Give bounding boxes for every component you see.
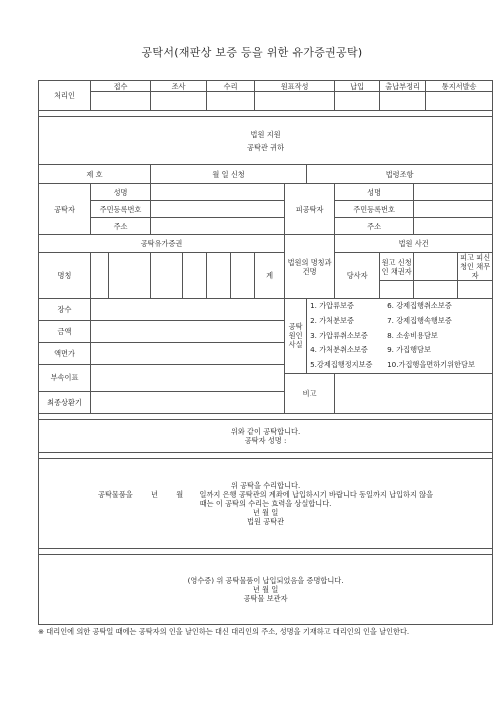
acceptance-line2-month[interactable]: 월 — [176, 489, 184, 499]
processing-cell[interactable] — [335, 92, 380, 111]
parties-label: 당사자 — [335, 253, 380, 299]
coupon-label: 부속이표 — [39, 365, 91, 392]
depositor-id-field[interactable] — [151, 201, 285, 218]
coupon-field[interactable] — [91, 365, 285, 392]
redemption-label: 최종상환기 — [39, 391, 91, 413]
securities-total-label: 계 — [255, 253, 285, 299]
plaintiff-field[interactable] — [380, 281, 414, 299]
addressee-line1: 법원 지원 — [250, 129, 281, 139]
depositor-name-label: 성명 — [91, 184, 151, 201]
redemption-field[interactable] — [91, 391, 285, 413]
depositor-address-field[interactable] — [151, 218, 285, 235]
processing-cell[interactable] — [255, 92, 335, 111]
count-field[interactable] — [91, 299, 285, 321]
cause-option[interactable]: 1. 가압류보증 — [310, 301, 354, 310]
processing-step: 원표작성 — [255, 81, 335, 92]
remarks-label: 비고 — [285, 373, 335, 413]
receipt-block — [39, 554, 493, 624]
depositor-label: 공탁자 — [39, 184, 91, 235]
deposit-form — [38, 80, 493, 625]
cause-option[interactable]: 6. 강제집행취소보증 — [387, 301, 452, 310]
cause-option[interactable]: 4. 가처분취소보증 — [310, 345, 368, 355]
securities-header: 공탁유가증권 — [39, 235, 285, 253]
processing-cell[interactable] — [151, 92, 207, 111]
statute-clause[interactable]: 법령조항 — [307, 165, 493, 184]
beneficiary-name-field[interactable] — [414, 184, 493, 201]
amount-label: 금액 — [39, 321, 91, 343]
beneficiary-id-field[interactable] — [414, 201, 493, 218]
acceptance-line2-lead: 공탁물품을 — [98, 489, 133, 499]
beneficiary-address-field[interactable] — [414, 218, 493, 235]
acceptance-signatory: 법원 공탁관 — [247, 516, 285, 526]
defendant-label: 피고 피신청인 채무자 — [458, 253, 493, 281]
amount-field[interactable] — [91, 321, 285, 343]
securities-cell[interactable] — [183, 253, 207, 299]
processing-cell[interactable] — [380, 92, 426, 111]
defendant-field[interactable] — [458, 281, 493, 299]
acceptance-block — [39, 458, 493, 548]
processing-step: 접수 — [91, 81, 151, 92]
count-label: 장수 — [39, 299, 91, 321]
cause-option[interactable]: 2. 가처분보증 — [310, 315, 354, 325]
case-number[interactable]: 제 호 — [39, 165, 151, 184]
depositor-address-label: 주소 — [91, 218, 151, 235]
footnote: ※ 대리인에 의한 공탁일 때에는 공탁자의 인을 날인하는 대신 대리인의 주소, 성명을 기재하고 대리인의 인을 날인한다. — [38, 627, 410, 636]
court-name-label: 법원의 명칭과 건명 — [285, 235, 335, 299]
cause-option[interactable]: 10.가집행을면하기위한담보 — [387, 360, 475, 370]
receipt-line1: (영수증) 위 공탁물품이 납입되었음을 증명합니다. — [187, 575, 344, 585]
acceptance-line3: 때는 이 공탁의 수리는 효력을 상실합니다. — [199, 498, 332, 508]
securities-cell[interactable] — [207, 253, 231, 299]
processing-step: 조사 — [151, 81, 207, 92]
declaration-block — [39, 419, 493, 452]
processing-cell[interactable] — [207, 92, 255, 111]
declaration-line2[interactable]: 공탁자 성명 : — [244, 435, 287, 445]
acceptance-line2-rest: 일까지 은행 공탁관의 계좌에 납입하시기 바랍니다 동일까지 납입하지 않을 — [199, 489, 434, 499]
cause-option[interactable]: 7. 강제집행속행보증 — [387, 315, 452, 325]
securities-cell[interactable] — [231, 253, 255, 299]
cause-label: 공탁 원인 사실 — [285, 299, 307, 374]
document-title: 공탁서(재판상 보증 등을 위한 유가증권공탁) — [141, 46, 363, 59]
acceptance-line2-year[interactable]: 년 — [151, 489, 158, 499]
acceptance-date[interactable]: 년 월 일 — [252, 507, 279, 517]
cause-option[interactable]: 3. 가압류취소보증 — [310, 330, 368, 340]
depositor-id-label: 주민등록번호 — [91, 201, 151, 218]
beneficiary-address-label: 주소 — [335, 218, 414, 235]
cause-list — [307, 299, 493, 374]
court-case-header[interactable]: 법원 사건 — [335, 235, 493, 253]
face-value-field[interactable] — [91, 343, 285, 365]
cause-option[interactable]: 9. 가집행담보 — [387, 345, 431, 355]
beneficiary-id-label: 주민등록번호 — [335, 201, 414, 218]
processing-step: 통지서발송 — [426, 81, 493, 92]
plaintiff-field[interactable] — [414, 281, 458, 299]
processing-cell[interactable] — [91, 92, 151, 111]
remarks-field[interactable] — [335, 373, 493, 413]
processing-cell[interactable] — [426, 92, 493, 111]
depositor-name-field[interactable] — [151, 184, 285, 201]
application-date[interactable]: 월 일 신청 — [151, 165, 307, 184]
cause-option[interactable]: 8. 소송비용담보 — [387, 330, 438, 340]
face-value-label: 액면가 — [39, 343, 91, 365]
processing-step: 납입 — [335, 81, 380, 92]
addressee-block — [39, 117, 493, 165]
securities-cell[interactable] — [109, 253, 151, 299]
addressee-line2: 공탁관 귀하 — [247, 142, 285, 152]
processing-step: 출납부정리 — [380, 81, 426, 92]
cause-option[interactable]: 5.강제집행정지보증 — [310, 360, 373, 370]
plaintiff-field[interactable] — [414, 253, 458, 281]
securities-name-label: 명칭 — [39, 253, 91, 299]
processing-step: 수리 — [207, 81, 255, 92]
processing-label: 처리인 — [39, 81, 91, 111]
plaintiff-label: 원고 신청인 채권자 — [380, 253, 414, 281]
beneficiary-name-label: 성명 — [335, 184, 414, 201]
declaration-line1: 위와 같이 공탁합니다. — [230, 426, 301, 436]
receipt-custodian: 공탁물 보관자 — [243, 593, 288, 603]
acceptance-line1: 위 공탁을 수리합니다. — [230, 480, 301, 490]
securities-cell[interactable] — [151, 253, 183, 299]
beneficiary-label: 피공탁자 — [285, 184, 335, 235]
receipt-date[interactable]: 년 월 일 — [252, 584, 279, 594]
securities-cell[interactable] — [91, 253, 109, 299]
